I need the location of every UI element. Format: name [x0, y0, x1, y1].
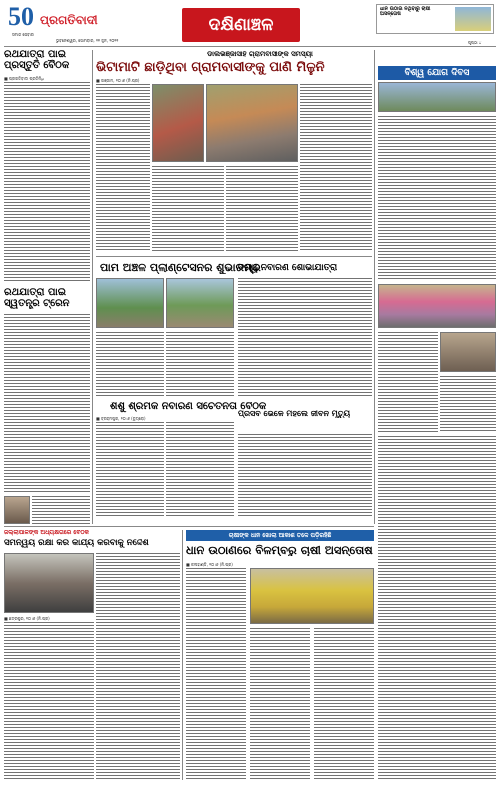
lead-body-col3 — [226, 166, 298, 252]
right-photo-3 — [440, 332, 496, 372]
promo-text: ଧାନ ଉଠାଉ ନଥିବାରୁ ଚାଷୀ ଅସନ୍ତୋଷ — [380, 6, 431, 18]
bottom-body-1 — [186, 568, 246, 780]
left-portrait-photo — [4, 496, 30, 524]
paper-name: ପ୍ରଗତିବାଦୀ — [40, 14, 98, 27]
meeting-photo — [4, 553, 94, 613]
left-top-byline: ■ ପ୍ରଗତିବାଦୀ ପ୍ରତିନିଧି — [4, 76, 44, 81]
bottom-kicker-band — [186, 530, 374, 541]
anniversary-number: 50 — [8, 2, 34, 31]
promo-box[interactable] — [376, 4, 494, 34]
right-body-2 — [378, 332, 438, 432]
yoga-headline: ବିଶ୍ୱ ଯୋଗ ଦିବସ — [404, 68, 470, 78]
lead-body-col4 — [300, 84, 372, 252]
child-labour-body-3 — [238, 434, 372, 518]
lead-photo-women — [152, 84, 204, 162]
left-column-rule — [92, 50, 93, 524]
child-labour-headline: ଶିଶୁ ଶ୍ରମିକ ନିବାରଣ ସଚେତନତା ବୈଠକ — [110, 402, 267, 412]
bottom-left-kicker: ଜିଲ୍ଲାପାଳଙ୍କ ଅଧ୍ୟକ୍ଷତାରେ ବୈଠକ — [4, 530, 89, 536]
masthead-rule — [4, 46, 496, 47]
small-mid-headline: ପ୍ରସବ ଭେଳେ ମହଲେ ଜୀବନ ମୃତ୍ୟୁ — [238, 410, 351, 418]
anniversary-sub: ସମାଜ ସେବାର — [12, 32, 34, 37]
masthead — [0, 0, 500, 48]
lead-body-col1 — [96, 84, 150, 252]
lead-kicker: ଡାଲଭଞ୍ଜାସାହି ଗ୍ରାମବାସୀଙ୍କ ସମସ୍ୟା — [207, 51, 313, 58]
plantation-body-1 — [96, 332, 164, 396]
plantation-body-2 — [166, 332, 234, 396]
bottom-band-rule — [4, 526, 374, 527]
page-number: ପୃଷ୍ଠା ୪ — [468, 40, 482, 45]
paddy-sacks-photo — [250, 568, 374, 624]
left-top-headline: ରଥଯାତ୍ରା ପାଇଁ ପ୍ରସ୍ତୁତି ବୈଠକ — [4, 50, 70, 71]
section-title: ଦକ୍ଷିଣାଞ୍ଚଳ — [208, 15, 274, 35]
center-right-rule — [374, 50, 375, 524]
left-mid-body — [4, 314, 90, 492]
bottom-body-3 — [314, 628, 374, 780]
procession-headline: ବିଶ୍ୱ ନିବାରଣ ଶୋଭାଯାତ୍ରା — [238, 264, 338, 273]
child-labour-byline: ■ ବ୍ରହ୍ମପୁର, ୨୦।୬ (ବ୍ୟୁରୋ) — [96, 416, 146, 421]
right-body-3 — [440, 376, 496, 432]
procession-body — [238, 278, 372, 396]
bottom-headline: ଧାନ ଉଠାଣରେ ବିଳମ୍ବରୁ ଚାଷୀ ଅସନ୍ତୋଷ — [186, 544, 373, 557]
left-lower-body — [32, 496, 90, 524]
bottom-left-body-1 — [4, 622, 94, 780]
lead-rule — [96, 256, 372, 257]
dateline: ଭୁବନେଶ୍ୱର, ସୋମବାର, ୨୧ ଜୁନ, ୨୦୨୧ — [56, 38, 119, 43]
yoga-banner — [378, 66, 496, 80]
lead-byline: ■ ଗଞ୍ଜାମ, ୨୦।୬ (ନି.ପ୍ର) — [96, 78, 140, 83]
bottom-left-body-2 — [96, 553, 180, 780]
plantation-photo-2 — [166, 278, 234, 328]
promo-photo — [455, 7, 491, 31]
bottom-left-byline: ■ ଛତ୍ରପୁର, ୨୦।୬ (ନି.ପ୍ର) — [4, 616, 50, 621]
right-body-4 — [378, 436, 496, 780]
plantation-photo-1 — [96, 278, 164, 328]
lead-body-col2 — [152, 166, 224, 252]
lead-headline: ଭିଟାମାଟି ଛାଡ଼ିଥିବା ଗ୍ରାମବାସୀଙ୍କୁ ପାଣି ମିଳୁନି — [96, 61, 325, 75]
lead-photo-vessels — [206, 84, 298, 162]
child-labour-body-2 — [166, 422, 234, 518]
bottom-byline: ■ କଳାହାଣ୍ଡି, ୨୦।୬ (ନି.ପ୍ର) — [186, 562, 233, 567]
bottom-left-headline: ସମନ୍ୱୟ ରକ୍ଷା କରି କାର୍ଯ୍ୟ କରିବାକୁ ନିର୍ଦ୍ଦେଶ — [4, 539, 149, 548]
yoga-photo — [378, 82, 496, 112]
bottom-mid-rule — [182, 530, 183, 780]
section-banner — [182, 8, 300, 42]
bottom-body-2 — [250, 628, 310, 780]
left-top-body — [4, 82, 90, 282]
left-mid-headline: ରଥଯାତ୍ରା ପାଇଁ ସ୍ୱତନ୍ତ୍ର ଟ୍ରେନ — [4, 288, 70, 309]
child-labour-body-1 — [96, 422, 164, 518]
plantation-headline: ପାମ ଅଞ୍ଚଳ ପ୍ଲାଣ୍ଟେସନର ଶୁଭାରମ୍ଭ — [100, 262, 261, 274]
yoga-photo-2 — [378, 284, 496, 328]
yoga-body — [378, 116, 496, 280]
bottom-kicker: ଚାଷୀଙ୍କ ଧାନ ଖୋଲା ଆକାଶ ତଳେ ପଡ଼ିରହିଛି — [228, 532, 332, 539]
